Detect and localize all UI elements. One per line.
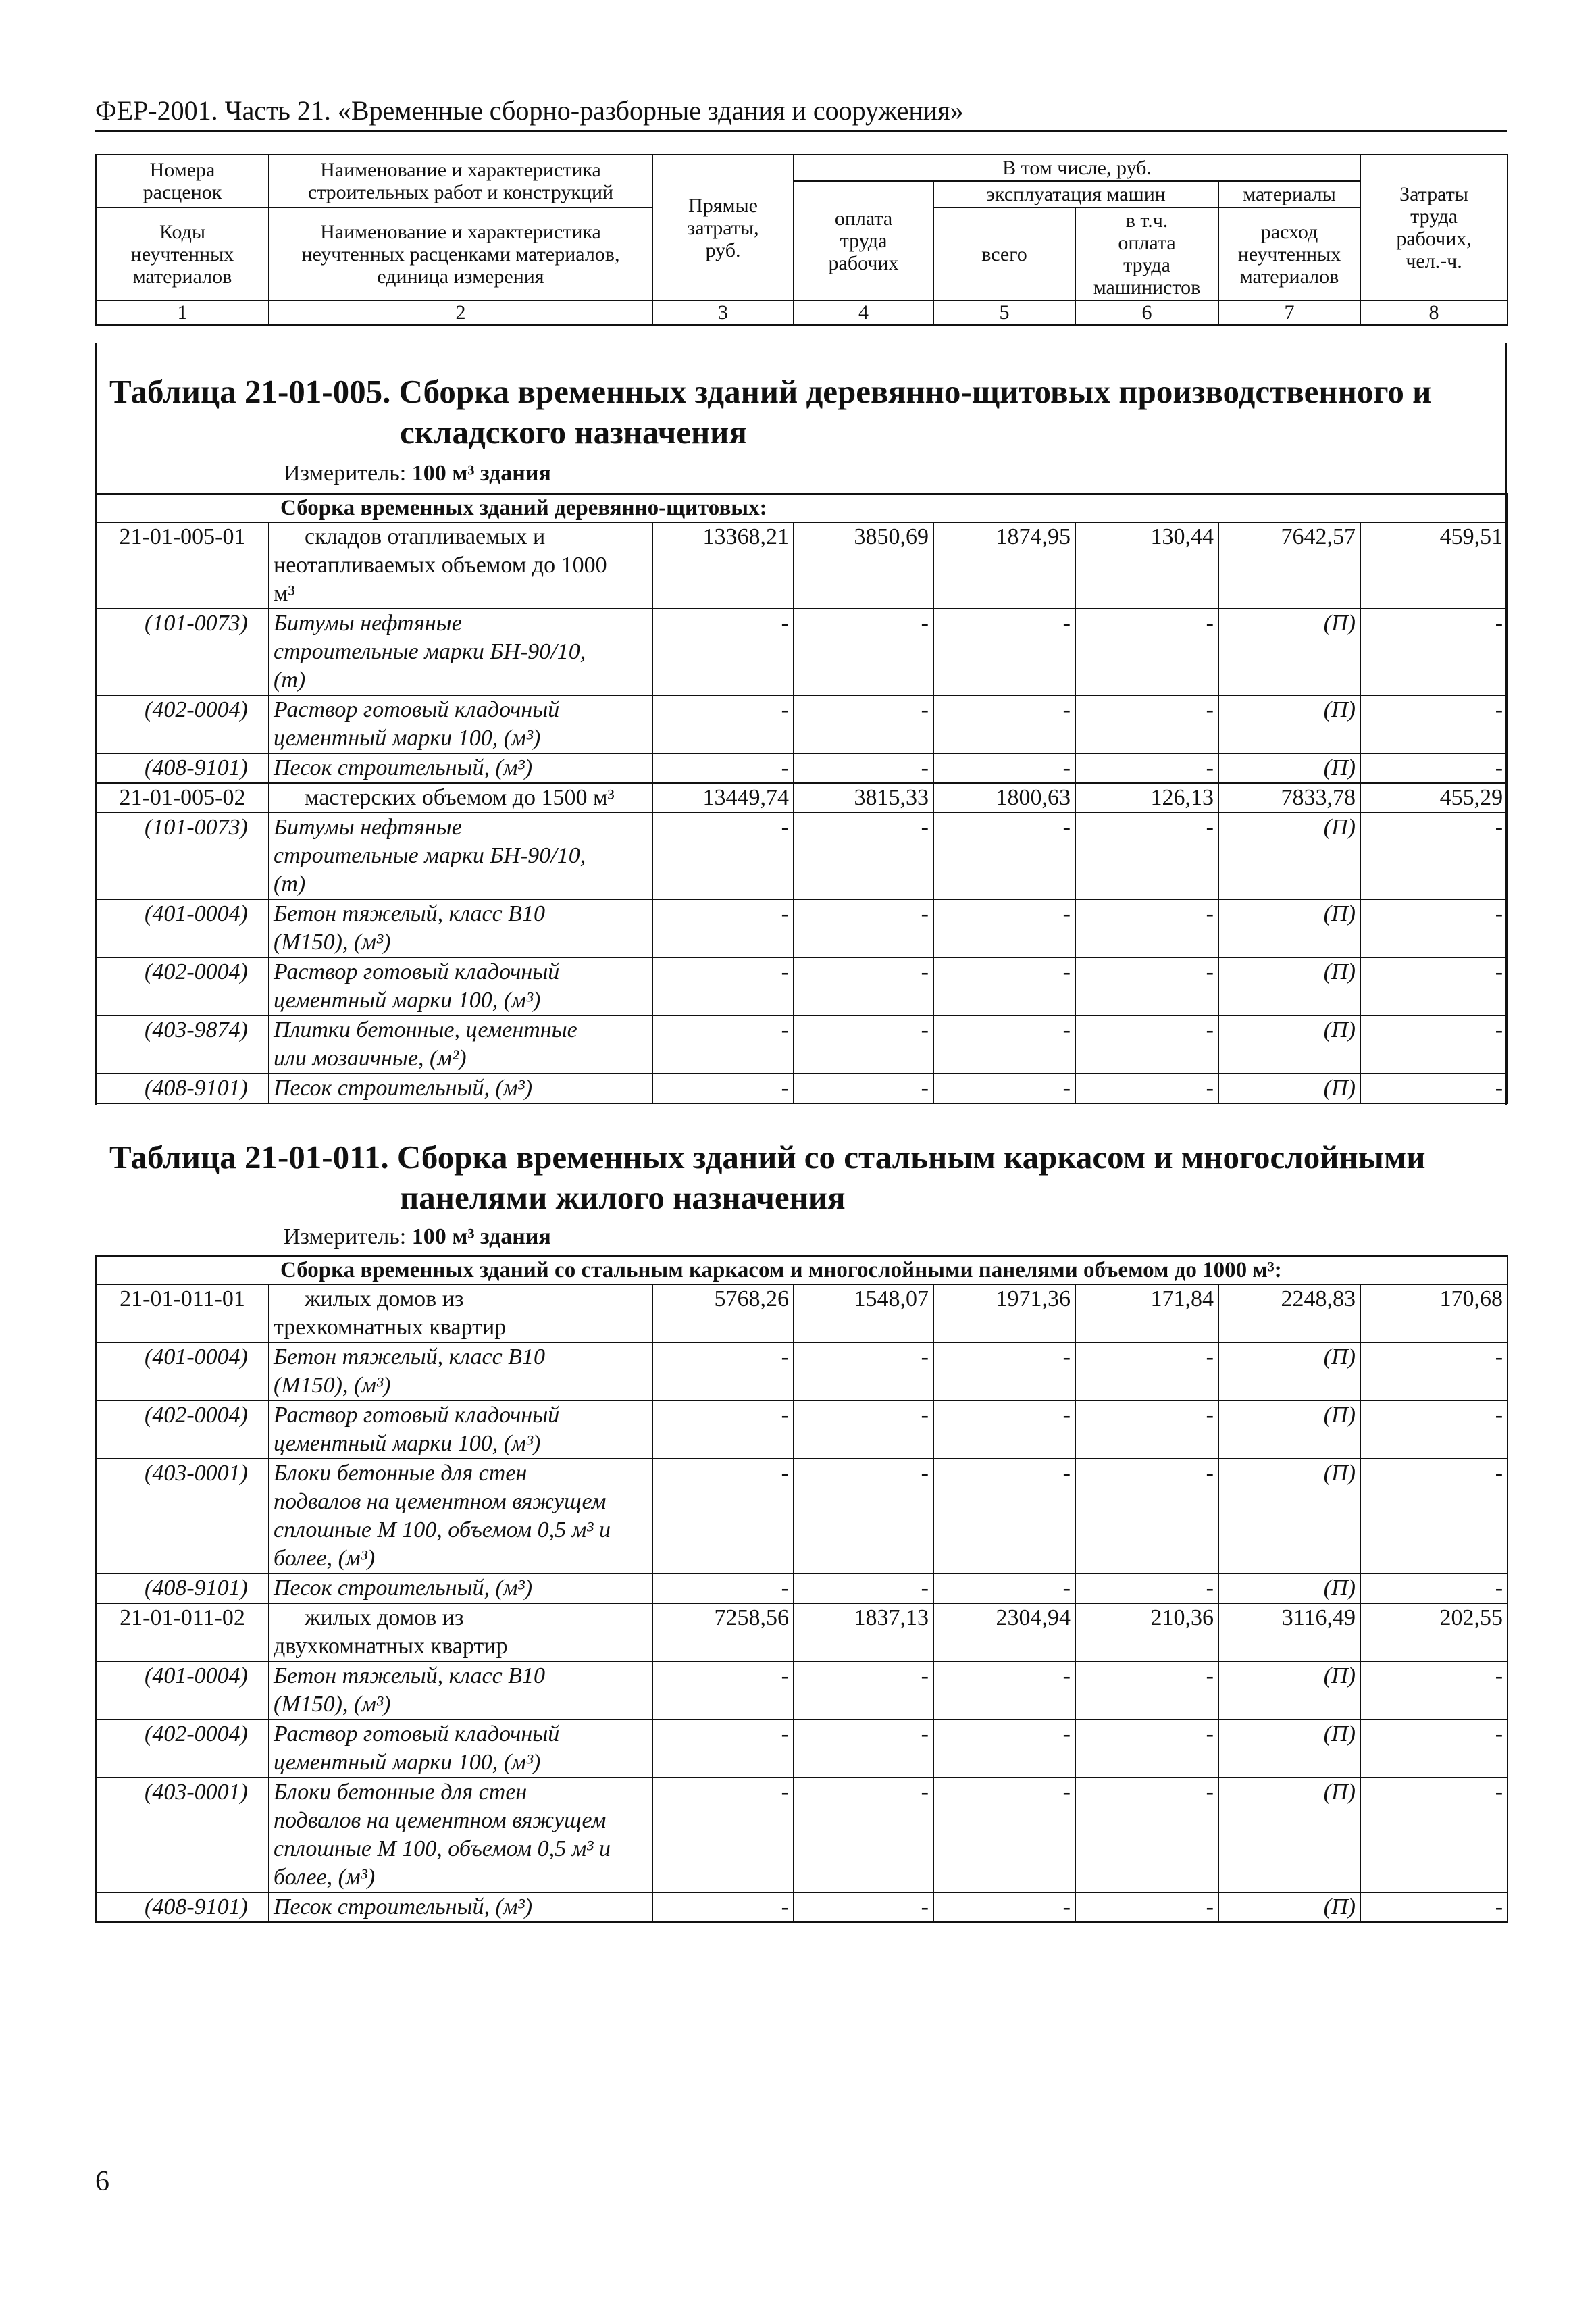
- work-name: [269, 783, 652, 813]
- name-line: сплошные М 100, объемом 0,5 м³ и: [274, 1836, 611, 1861]
- material-row: [96, 1015, 1508, 1074]
- material-code: (402-0004): [96, 1401, 269, 1459]
- material-name: [269, 1342, 652, 1401]
- name-line: Песок строительный, (м³): [274, 1894, 533, 1919]
- header-line: неучтенных: [130, 243, 234, 266]
- table-2-meter: [284, 1224, 551, 1250]
- column-number: 6: [1075, 301, 1218, 325]
- material-code: (401-0004): [96, 1342, 269, 1401]
- value-cell-v7: (П): [1218, 1074, 1360, 1103]
- header-machinist-pay: [1075, 207, 1218, 301]
- name-line: двухкомнатных квартир: [274, 1634, 508, 1659]
- material-name: [269, 1015, 652, 1074]
- header-line: в т.ч.: [1125, 209, 1168, 232]
- header-line: неучтенных: [1237, 243, 1341, 266]
- material-row: [96, 609, 1508, 695]
- rate-row: [96, 1284, 1508, 1342]
- value-cell-v8: -: [1360, 695, 1508, 753]
- value-cell-v4: 3850,69: [794, 522, 933, 609]
- work-name: [269, 1284, 652, 1342]
- value-cell-v4: -: [794, 1342, 933, 1401]
- name-line: Блоки бетонные для стен: [274, 1780, 527, 1805]
- column-number: 5: [933, 301, 1075, 325]
- value-cell-v7: (П): [1218, 1574, 1360, 1603]
- value-cell-v7: 2248,83: [1218, 1284, 1360, 1342]
- name-line: цементный марки 100, (м³): [274, 1431, 541, 1456]
- header-line: труда: [840, 230, 887, 252]
- value-cell-v3: -: [652, 1401, 794, 1459]
- value-cell-v8: -: [1360, 1892, 1508, 1922]
- name-line: жилых домов из: [305, 1605, 464, 1630]
- material-row: [96, 753, 1508, 783]
- value-cell-v3: -: [652, 1342, 794, 1401]
- material-code: (402-0004): [96, 695, 269, 753]
- material-name: [269, 1778, 652, 1892]
- header-line: Номера: [149, 159, 215, 181]
- value-cell-v8: 170,68: [1360, 1284, 1508, 1342]
- header-line: рабочих: [828, 252, 899, 274]
- value-cell-v6: -: [1075, 957, 1218, 1015]
- value-cell-v7: (П): [1218, 899, 1360, 957]
- value-cell-v4: -: [794, 1074, 933, 1103]
- value-cell-v8: -: [1360, 609, 1508, 695]
- value-cell-v5: -: [933, 1015, 1075, 1074]
- value-cell-v8: 459,51: [1360, 522, 1508, 609]
- name-line: Блоки бетонные для стен: [274, 1461, 527, 1486]
- material-name: [269, 1574, 652, 1603]
- value-cell-v7: (П): [1218, 609, 1360, 695]
- value-cell-v4: -: [794, 1892, 933, 1922]
- header-unaccounted-names: [269, 207, 652, 301]
- value-cell-v5: -: [933, 1778, 1075, 1892]
- name-line: (М150), (м³): [274, 1692, 391, 1717]
- value-cell-v4: -: [794, 899, 933, 957]
- name-line: мастерских объемом до 1500 м³: [305, 785, 615, 810]
- value-cell-v4: -: [794, 1574, 933, 1603]
- header-unaccounted-codes: [96, 207, 269, 301]
- material-code: (402-0004): [96, 1719, 269, 1778]
- value-cell-v3: -: [652, 1892, 794, 1922]
- name-line: Песок строительный, (м³): [274, 1076, 533, 1101]
- value-cell-v8: -: [1360, 1401, 1508, 1459]
- table-2-title-line2: панелями жилого назначения: [400, 1179, 846, 1216]
- value-cell-v8: -: [1360, 813, 1508, 899]
- work-name: [269, 1603, 652, 1661]
- value-cell-v4: -: [794, 753, 933, 783]
- header-labor-costs: [1360, 155, 1508, 301]
- value-cell-v3: -: [652, 813, 794, 899]
- header-line: затраты,: [687, 216, 759, 239]
- column-header-table: [95, 154, 1508, 326]
- value-cell-v5: -: [933, 609, 1075, 695]
- value-cell-v5: -: [933, 899, 1075, 957]
- value-cell-v7: (П): [1218, 695, 1360, 753]
- material-name: [269, 1074, 652, 1103]
- material-name: [269, 1401, 652, 1459]
- name-line: Плитки бетонные, цементные: [274, 1017, 577, 1042]
- header-line: строительных работ и конструкций: [307, 181, 614, 203]
- name-line: (М150), (м³): [274, 1373, 391, 1398]
- value-cell-v6: 130,44: [1075, 522, 1218, 609]
- value-cell-v3: -: [652, 1719, 794, 1778]
- value-cell-v3: -: [652, 1074, 794, 1103]
- value-cell-v5: 1800,63: [933, 783, 1075, 813]
- rate-code: 21-01-011-01: [96, 1284, 269, 1342]
- header-line: Коды: [159, 220, 206, 243]
- value-cell-v3: -: [652, 957, 794, 1015]
- value-cell-v7: (П): [1218, 1778, 1360, 1892]
- table-2-title: [109, 1137, 1494, 1218]
- material-code: (101-0073): [96, 609, 269, 695]
- value-cell-v7: (П): [1218, 1401, 1360, 1459]
- value-cell-v4: -: [794, 609, 933, 695]
- name-line: Раствор готовый кладочный: [274, 1403, 560, 1428]
- value-cell-v5: -: [933, 1342, 1075, 1401]
- material-name: [269, 813, 652, 899]
- rate-row: [96, 1603, 1508, 1661]
- value-cell-v5: 2304,94: [933, 1603, 1075, 1661]
- header-work-name: [269, 155, 652, 207]
- column-number: 4: [794, 301, 933, 325]
- value-cell-v5: -: [933, 957, 1075, 1015]
- page-number: 6: [95, 2166, 109, 2197]
- material-row: [96, 1661, 1508, 1719]
- material-code: (408-9101): [96, 1574, 269, 1603]
- name-line: подвалов на цементном вяжущем: [274, 1489, 607, 1514]
- value-cell-v5: -: [933, 1719, 1075, 1778]
- value-cell-v7: 7642,57: [1218, 522, 1360, 609]
- rate-code: 21-01-005-01: [96, 522, 269, 609]
- value-cell-v4: -: [794, 957, 933, 1015]
- value-cell-v6: -: [1075, 1459, 1218, 1574]
- value-cell-v3: 13449,74: [652, 783, 794, 813]
- material-row: [96, 1574, 1508, 1603]
- material-code: (401-0004): [96, 899, 269, 957]
- material-code: (403-9874): [96, 1015, 269, 1074]
- material-name: [269, 1719, 652, 1778]
- value-cell-v3: -: [652, 1661, 794, 1719]
- work-name: [269, 522, 652, 609]
- name-line: строительные марки БН-90/10,: [274, 639, 586, 664]
- name-line: жилых домов из: [305, 1286, 464, 1311]
- table-2-meter-value: 100 м³ здания: [411, 1224, 551, 1249]
- name-line: неотапливаемых объемом до 1000: [274, 553, 607, 578]
- value-cell-v4: -: [794, 1459, 933, 1574]
- material-row: [96, 1342, 1508, 1401]
- value-cell-v5: -: [933, 1401, 1075, 1459]
- material-code: (401-0004): [96, 1661, 269, 1719]
- value-cell-v4: -: [794, 1719, 933, 1778]
- name-line: цементный марки 100, (м³): [274, 1750, 541, 1775]
- value-cell-v5: -: [933, 1074, 1075, 1103]
- value-cell-v5: 1874,95: [933, 522, 1075, 609]
- value-cell-v3: -: [652, 695, 794, 753]
- value-cell-v6: -: [1075, 753, 1218, 783]
- value-cell-v6: -: [1075, 1661, 1218, 1719]
- value-cell-v8: -: [1360, 1574, 1508, 1603]
- header-rate-numbers: [96, 155, 269, 207]
- value-cell-v4: -: [794, 1778, 933, 1892]
- value-cell-v5: -: [933, 1574, 1075, 1603]
- value-cell-v4: 3815,33: [794, 783, 933, 813]
- name-line: Битумы нефтяные: [274, 815, 462, 840]
- value-cell-v4: -: [794, 695, 933, 753]
- header-line: расценок: [143, 181, 222, 203]
- value-cell-v6: -: [1075, 1574, 1218, 1603]
- header-material-consumption: [1218, 207, 1360, 301]
- header-line: единица измерения: [377, 265, 544, 288]
- value-cell-v7: (П): [1218, 1892, 1360, 1922]
- value-cell-v4: -: [794, 1401, 933, 1459]
- material-row: [96, 899, 1508, 957]
- name-line: цементный марки 100, (м³): [274, 726, 541, 751]
- name-line: подвалов на цементном вяжущем: [274, 1808, 607, 1833]
- value-cell-v6: -: [1075, 695, 1218, 753]
- header-line: чел.-ч.: [1406, 250, 1462, 272]
- header-line: руб.: [705, 238, 741, 261]
- name-line: (т): [274, 668, 306, 693]
- name-line: более, (м³): [274, 1546, 376, 1571]
- name-line: (т): [274, 872, 306, 897]
- value-cell-v6: -: [1075, 1719, 1218, 1778]
- value-cell-v8: -: [1360, 1719, 1508, 1778]
- header-line: Наименование и характеристика: [320, 220, 601, 243]
- value-cell-v3: -: [652, 1459, 794, 1574]
- material-row: [96, 695, 1508, 753]
- value-cell-v7: (П): [1218, 1661, 1360, 1719]
- table-2-meter-label: Измеритель:: [284, 1224, 407, 1249]
- name-line: Раствор готовый кладочный: [274, 697, 560, 722]
- material-name: [269, 1459, 652, 1574]
- value-cell-v6: -: [1075, 813, 1218, 899]
- value-cell-v6: -: [1075, 1401, 1218, 1459]
- header-line: материалов: [1239, 265, 1339, 288]
- material-row: [96, 1459, 1508, 1574]
- value-cell-v6: 126,13: [1075, 783, 1218, 813]
- value-cell-v7: (П): [1218, 1719, 1360, 1778]
- name-line: Битумы нефтяные: [274, 611, 462, 636]
- value-cell-v8: -: [1360, 1015, 1508, 1074]
- value-cell-v7: (П): [1218, 753, 1360, 783]
- material-code: (402-0004): [96, 957, 269, 1015]
- header-line: неучтенных расценками материалов,: [301, 243, 620, 266]
- column-number: 7: [1218, 301, 1360, 325]
- name-line: трехкомнатных квартир: [274, 1315, 507, 1340]
- header-line: Затраты: [1399, 183, 1468, 205]
- name-line: (М150), (м³): [274, 930, 391, 955]
- material-name: [269, 899, 652, 957]
- column-number: 3: [652, 301, 794, 325]
- material-name: [269, 753, 652, 783]
- value-cell-v5: -: [933, 1892, 1075, 1922]
- name-line: Бетон тяжелый, класс В10: [274, 1663, 545, 1688]
- material-name: [269, 1661, 652, 1719]
- header-line: расход: [1260, 220, 1318, 243]
- value-cell-v6: -: [1075, 609, 1218, 695]
- column-number: 1: [96, 301, 269, 325]
- header-in-total: В том числе, руб.: [794, 155, 1360, 181]
- header-line: материалов: [132, 265, 232, 288]
- table-2-data: [95, 1255, 1508, 1923]
- material-row: [96, 1719, 1508, 1778]
- table-1-title-line1: Таблица 21-01-005. Сборка временных зданий деревянно-щитовых производственного и: [109, 373, 1432, 410]
- value-cell-v8: -: [1360, 1778, 1508, 1892]
- table-2-title-line1: Таблица 21-01-011. Сборка временных зданий со стальным каркасом и многослойными: [109, 1138, 1426, 1176]
- value-cell-v3: -: [652, 1778, 794, 1892]
- value-cell-v8: -: [1360, 753, 1508, 783]
- header-line: труда: [1123, 254, 1170, 276]
- header-line: Прямые: [688, 194, 758, 217]
- value-cell-v6: 171,84: [1075, 1284, 1218, 1342]
- name-line: цементный марки 100, (м³): [274, 988, 541, 1013]
- value-cell-v3: 7258,56: [652, 1603, 794, 1661]
- material-row: [96, 1401, 1508, 1459]
- material-row: [96, 957, 1508, 1015]
- value-cell-v5: 1971,36: [933, 1284, 1075, 1342]
- name-line: Песок строительный, (м³): [274, 755, 533, 780]
- table-1-title: [109, 372, 1494, 453]
- value-cell-v6: -: [1075, 899, 1218, 957]
- value-cell-v8: 202,55: [1360, 1603, 1508, 1661]
- header-line: Наименование и характеристика: [320, 159, 601, 181]
- value-cell-v6: -: [1075, 1342, 1218, 1401]
- column-number: 8: [1360, 301, 1508, 325]
- section-heading: Сборка временных зданий со стальным каркасом и многослойными панелями объемом до 1000 м³:: [96, 1256, 1508, 1284]
- value-cell-v6: -: [1075, 1892, 1218, 1922]
- table-1-data: [95, 493, 1508, 1104]
- value-cell-v5: -: [933, 1459, 1075, 1574]
- material-name: [269, 609, 652, 695]
- material-code: (403-0001): [96, 1778, 269, 1892]
- value-cell-v4: 1837,13: [794, 1603, 933, 1661]
- name-line: Бетон тяжелый, класс В10: [274, 1344, 545, 1369]
- value-cell-v3: -: [652, 899, 794, 957]
- material-row: [96, 1074, 1508, 1103]
- value-cell-v6: -: [1075, 1778, 1218, 1892]
- header-line: труда: [1410, 205, 1458, 228]
- header-machines: эксплуатация машин: [933, 181, 1218, 207]
- material-code: (408-9101): [96, 753, 269, 783]
- header-worker-pay: [794, 181, 933, 301]
- header-line: оплата: [834, 207, 893, 230]
- rate-code: 21-01-005-02: [96, 783, 269, 813]
- material-row: [96, 1892, 1508, 1922]
- table-1-meter-value: 100 м³ здания: [411, 461, 551, 486]
- value-cell-v7: 3116,49: [1218, 1603, 1360, 1661]
- column-number-row: [96, 301, 1508, 325]
- header-line: оплата: [1118, 232, 1176, 254]
- value-cell-v4: -: [794, 1661, 933, 1719]
- name-line: складов отапливаемых и: [305, 524, 546, 549]
- material-name: [269, 1892, 652, 1922]
- header-line: машинистов: [1093, 276, 1201, 299]
- value-cell-v7: (П): [1218, 813, 1360, 899]
- material-code: (408-9101): [96, 1074, 269, 1103]
- value-cell-v5: -: [933, 1661, 1075, 1719]
- value-cell-v5: -: [933, 753, 1075, 783]
- material-row: [96, 813, 1508, 899]
- name-line: Бетон тяжелый, класс В10: [274, 901, 545, 926]
- table-1-meter-label: Измеритель:: [284, 461, 407, 486]
- section-heading: Сборка временных зданий деревянно-щитовых:: [96, 494, 1508, 522]
- value-cell-v3: -: [652, 753, 794, 783]
- header-machines-total: всего: [933, 207, 1075, 301]
- value-cell-v5: -: [933, 813, 1075, 899]
- value-cell-v4: 1548,07: [794, 1284, 933, 1342]
- name-line: более, (м³): [274, 1865, 376, 1890]
- table-1-meter: [284, 461, 551, 486]
- header-materials: материалы: [1218, 181, 1360, 207]
- name-line: сплошные М 100, объемом 0,5 м³ и: [274, 1517, 611, 1542]
- name-line: строительные марки БН-90/10,: [274, 843, 586, 868]
- value-cell-v7: (П): [1218, 1015, 1360, 1074]
- page-header-title: ФЕР-2001. Часть 21. «Временные сборно-разборные здания и сооружения»: [95, 95, 964, 126]
- name-line: Раствор готовый кладочный: [274, 959, 560, 984]
- value-cell-v8: -: [1360, 1459, 1508, 1574]
- value-cell-v8: -: [1360, 1074, 1508, 1103]
- value-cell-v8: -: [1360, 957, 1508, 1015]
- value-cell-v8: 455,29: [1360, 783, 1508, 813]
- value-cell-v8: -: [1360, 899, 1508, 957]
- value-cell-v8: -: [1360, 1342, 1508, 1401]
- material-name: [269, 695, 652, 753]
- value-cell-v7: 7833,78: [1218, 783, 1360, 813]
- name-line: м³: [274, 581, 295, 606]
- value-cell-v6: 210,36: [1075, 1603, 1218, 1661]
- material-code: (101-0073): [96, 813, 269, 899]
- value-cell-v3: -: [652, 609, 794, 695]
- value-cell-v5: -: [933, 695, 1075, 753]
- value-cell-v8: -: [1360, 1661, 1508, 1719]
- rate-row: [96, 522, 1508, 609]
- table-1-title-line2: складского назначения: [400, 413, 747, 451]
- value-cell-v7: (П): [1218, 957, 1360, 1015]
- header-rule: [95, 130, 1507, 132]
- name-line: или мозаичные, (м²): [274, 1046, 467, 1071]
- header-line: рабочих,: [1396, 228, 1472, 250]
- material-code: (403-0001): [96, 1459, 269, 1574]
- value-cell-v3: -: [652, 1015, 794, 1074]
- value-cell-v7: (П): [1218, 1459, 1360, 1574]
- value-cell-v6: -: [1075, 1015, 1218, 1074]
- material-name: [269, 957, 652, 1015]
- value-cell-v3: 13368,21: [652, 522, 794, 609]
- value-cell-v4: -: [794, 813, 933, 899]
- rate-code: 21-01-011-02: [96, 1603, 269, 1661]
- column-number: 2: [269, 301, 652, 325]
- material-code: (408-9101): [96, 1892, 269, 1922]
- value-cell-v3: -: [652, 1574, 794, 1603]
- name-line: Песок строительный, (м³): [274, 1576, 533, 1601]
- value-cell-v7: (П): [1218, 1342, 1360, 1401]
- rate-row: [96, 783, 1508, 813]
- value-cell-v4: -: [794, 1015, 933, 1074]
- value-cell-v6: -: [1075, 1074, 1218, 1103]
- value-cell-v3: 5768,26: [652, 1284, 794, 1342]
- material-row: [96, 1778, 1508, 1892]
- header-direct-costs: [652, 155, 794, 301]
- name-line: Раствор готовый кладочный: [274, 1721, 560, 1746]
